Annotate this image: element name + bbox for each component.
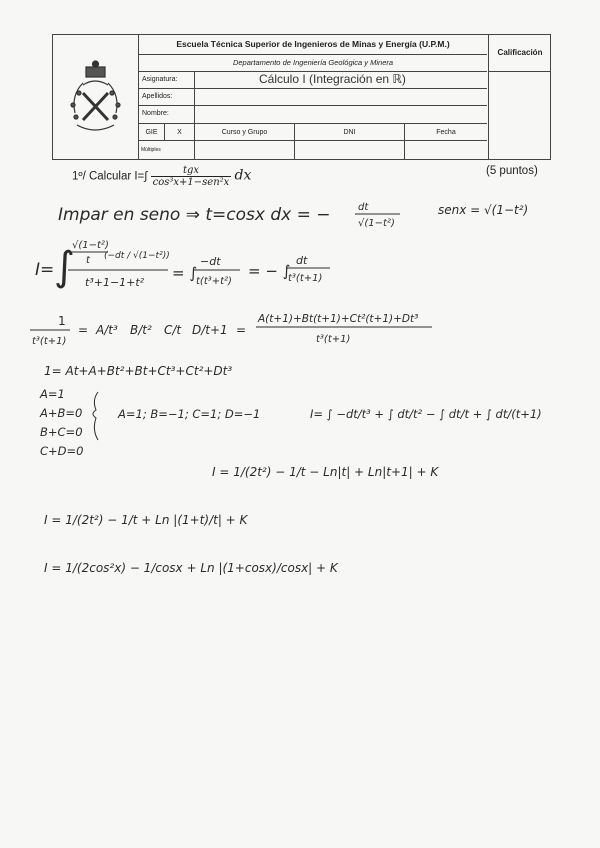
eq3: = − ∫ (248, 262, 291, 280)
grade-label: Calificación (488, 35, 551, 72)
result-2: I = 1/(2t²) − 1/t + Ln |(1+t)/t| + K (44, 513, 248, 527)
problem-label: 1º/ Calcular I=∫ (72, 170, 148, 183)
surname-label: Apellidos: (139, 89, 195, 105)
pf-term-c: C/t (164, 323, 182, 337)
frac-t: t (86, 255, 90, 266)
problem-numerator: tgx (151, 165, 232, 177)
dt-top: dt (296, 254, 308, 267)
frac-den1: t³+1−1+t² (85, 276, 145, 289)
integral-sign-1: ∫ (54, 244, 75, 290)
neg-dt: −dt (200, 255, 221, 268)
pf-term-a: A/t³ (96, 323, 118, 337)
department-name: Departamento de Ingeniería Geológica y Minera (139, 55, 487, 72)
den2: t(t³+t²) (196, 276, 232, 287)
pf-left-den: t³(t+1) (32, 336, 67, 347)
sys-eq-3: B+C=0 (40, 425, 83, 439)
problem-dx: dx (234, 167, 252, 184)
frac-num1: √(1−t²) (72, 240, 109, 251)
eq2: = ∫ (172, 264, 198, 282)
dni-cell: DNI (295, 124, 405, 141)
pf-right-num: A(t+1)+Bt(t+1)+Ct²(t+1)+Dt³ (258, 313, 419, 325)
name-label: Nombre: (139, 106, 195, 123)
solution-values: A=1; B=−1; C=1; D=−1 (118, 407, 261, 421)
sys-eq-2: A+B=0 (40, 406, 83, 420)
gie-cell: GIE (139, 124, 165, 141)
problem-points: (5 puntos) (486, 165, 538, 177)
problem-denominator: cos³x+1−sen²x (152, 177, 230, 188)
pf-eq: = (78, 323, 89, 337)
pf-left-num: 1 (58, 314, 66, 328)
frac-dt: (−dt / √(1−t²)) (104, 251, 170, 261)
pf-term-b: B/t² (130, 323, 152, 337)
multiples-cell: Múltiples (139, 141, 195, 159)
date-cell: Fecha (405, 124, 487, 141)
sen-sub: senx = √(1−t²) (438, 203, 529, 217)
expansion: 1= At+A+Bt²+Bt+Ct³+Ct²+Dt³ (44, 364, 233, 378)
sys-eq-4: C+D=0 (40, 444, 84, 458)
I-equals: I= (35, 260, 55, 280)
substitution-line: Impar en seno ⇒ t=cosx dx = − (58, 205, 331, 225)
course-cell: Curso y Grupo (195, 124, 295, 141)
pf-right-den: t³(t+1) (316, 334, 351, 345)
subject-label: Asignatura: (139, 72, 195, 88)
x-cell: X (165, 124, 195, 141)
pf-eq2: = (236, 323, 247, 337)
dt-label: dt (358, 202, 369, 213)
result-1: I = 1/(2t²) − 1/t − Ln|t| + Ln|t+1| + K (212, 465, 439, 479)
pf-term-d: D/t+1 (192, 323, 228, 337)
subject-value: Cálculo I (Integración en ℝ) (259, 72, 406, 86)
sys-eq-1: A=1 (40, 387, 65, 401)
sqrt-label: √(1−t²) (358, 218, 395, 229)
school-name: Escuela Técnica Superior de Ingenieros de Minas y Energía (U.P.M.) (139, 35, 487, 55)
result-3: I = 1/(2cos²x) − 1/cosx + Ln |(1+cosx)/cosx| + K (44, 561, 338, 575)
integral-split: I= ∫ −dt/t³ + ∫ dt/t² − ∫ dt/t + ∫ dt/(t+1) (310, 407, 542, 421)
den3: t³(t+1) (288, 273, 323, 284)
